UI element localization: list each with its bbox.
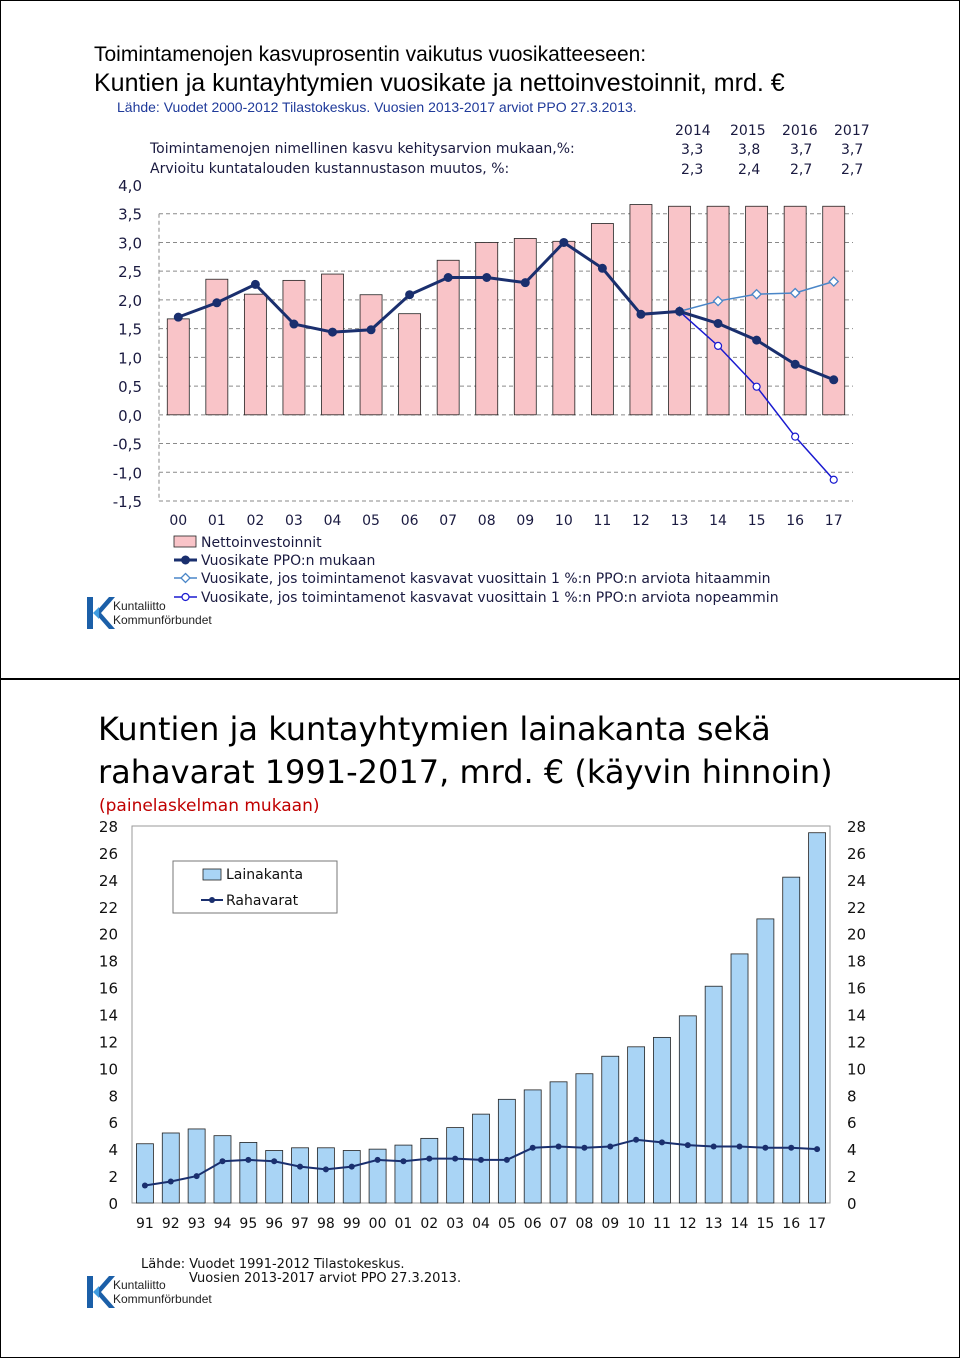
y-tick-label-right: 14 bbox=[847, 1006, 867, 1025]
x-tick-label: 96 bbox=[265, 1216, 284, 1232]
kuntaliitto-logo bbox=[85, 595, 235, 636]
x-tick-label: 15 bbox=[756, 1216, 775, 1232]
series-point-1 bbox=[213, 299, 221, 307]
bar-lainakanta bbox=[447, 1128, 464, 1203]
series-point-3 bbox=[830, 476, 837, 483]
y-tick-label-left: 10 bbox=[98, 1060, 118, 1079]
y-tick-label: 0,0 bbox=[118, 406, 142, 425]
rahavarat-point bbox=[633, 1137, 639, 1143]
rahavarat-point bbox=[659, 1139, 665, 1145]
y-tick-label-left: 16 bbox=[98, 979, 118, 998]
bar-lainakanta bbox=[602, 1056, 619, 1203]
x-tick-label: 12 bbox=[678, 1216, 697, 1232]
rahavarat-point bbox=[556, 1143, 562, 1149]
series-point-1 bbox=[598, 264, 606, 272]
x-tick-label: 01 bbox=[207, 513, 226, 529]
y-tick-label-right: 18 bbox=[847, 952, 867, 971]
header-year-2014: 2014 bbox=[675, 123, 711, 139]
y-tick-label-left: 24 bbox=[98, 871, 118, 890]
x-tick-label: 04 bbox=[323, 513, 342, 529]
x-tick-label: 91 bbox=[136, 1216, 154, 1232]
x-tick-label: 09 bbox=[601, 1216, 620, 1232]
y-tick-label: 4,0 bbox=[118, 177, 142, 195]
series-point-1 bbox=[329, 328, 337, 336]
y-tick-label-right: 16 bbox=[847, 979, 867, 998]
rahavarat-point bbox=[219, 1158, 225, 1164]
x-tick-label: 16 bbox=[786, 513, 805, 529]
x-tick-label: 92 bbox=[161, 1216, 180, 1232]
rahavarat-point bbox=[478, 1157, 484, 1163]
header-row1-2014: 3,3 bbox=[681, 142, 704, 158]
bar-nettoinvestoinnit bbox=[283, 280, 305, 414]
slide2-title-line1: Kuntien ja kuntayhtymien lainakanta sekä bbox=[98, 710, 771, 748]
series-point-1 bbox=[251, 280, 259, 288]
y-tick-label-right: 10 bbox=[847, 1060, 867, 1079]
x-tick-label: 07 bbox=[549, 1216, 568, 1232]
y-tick-label: 1,5 bbox=[118, 320, 142, 339]
y-tick-label-left: 14 bbox=[98, 1006, 118, 1025]
rahavarat-point bbox=[737, 1143, 743, 1149]
bar-lainakanta bbox=[705, 986, 722, 1203]
x-tick-label: 10 bbox=[554, 513, 573, 529]
kuntaliitto-logo-2 bbox=[85, 1274, 235, 1315]
x-tick-label: 99 bbox=[342, 1216, 361, 1232]
bar-nettoinvestoinnit bbox=[399, 314, 421, 415]
y-tick-label: 2,5 bbox=[118, 263, 142, 282]
series-point-1 bbox=[676, 307, 684, 315]
x-tick-label: 09 bbox=[516, 513, 535, 529]
bar-lainakanta bbox=[576, 1074, 593, 1203]
header-row2-2017: 2,7 bbox=[841, 162, 864, 178]
y-tick-label-left: 22 bbox=[98, 898, 118, 917]
legend-label-lainakanta: Lainakanta bbox=[226, 867, 304, 883]
x-tick-label: 13 bbox=[704, 1216, 723, 1232]
rahavarat-point bbox=[814, 1146, 820, 1152]
bar-nettoinvestoinnit bbox=[784, 206, 806, 415]
series-point-1 bbox=[290, 320, 298, 328]
slide-2 bbox=[0, 679, 960, 1358]
y-tick-label: -1,0 bbox=[112, 464, 142, 483]
header-row1-2015: 3,8 bbox=[738, 142, 761, 158]
y-tick-label-left: 6 bbox=[108, 1114, 118, 1133]
x-tick-label: 00 bbox=[169, 513, 188, 529]
legend-label: Vuosikate PPO:n mukaan bbox=[201, 553, 376, 569]
x-tick-label: 05 bbox=[497, 1216, 516, 1232]
x-tick-label: 02 bbox=[246, 513, 265, 529]
x-tick-label: 01 bbox=[394, 1216, 413, 1232]
rahavarat-point bbox=[349, 1164, 355, 1170]
series-point-1 bbox=[637, 310, 645, 318]
bar-nettoinvestoinnit bbox=[476, 242, 498, 414]
x-tick-label: 10 bbox=[627, 1216, 646, 1232]
x-tick-label: 03 bbox=[285, 513, 303, 529]
bar-lainakanta bbox=[188, 1129, 205, 1203]
chart-lainakanta-rahavarat bbox=[1, 680, 959, 1357]
header-row1-label: Toimintamenojen nimellinen kasvu kehitysarvion mukaan,%: bbox=[150, 141, 575, 157]
bar-lainakanta bbox=[550, 1082, 567, 1203]
logo2-text-line1: Kuntaliitto bbox=[113, 1278, 166, 1292]
y-tick-label-left: 12 bbox=[98, 1033, 118, 1052]
y-tick-label: 3,0 bbox=[118, 234, 142, 253]
x-tick-label: 14 bbox=[730, 1216, 749, 1232]
header-row2-2015: 2,4 bbox=[738, 162, 761, 178]
x-tick-label: 17 bbox=[808, 1216, 826, 1232]
slide2-source-line1: Lähde: Vuodet 1991-2012 Tilastokeskus. bbox=[141, 1257, 405, 1272]
y-tick-label: 0,5 bbox=[118, 378, 142, 397]
y-tick-label-right: 0 bbox=[847, 1195, 857, 1213]
rahavarat-point bbox=[375, 1157, 381, 1163]
x-tick-label: 04 bbox=[472, 1216, 490, 1232]
legend-label: Vuosikate, jos toimintamenot kasvavat vuosittain 1 %:n PPO:n arviota nopeammin bbox=[201, 590, 779, 606]
rahavarat-point bbox=[245, 1157, 251, 1163]
x-tick-label: 16 bbox=[782, 1216, 801, 1232]
series-point-1 bbox=[830, 376, 838, 384]
y-tick-label-right: 8 bbox=[847, 1087, 857, 1106]
legend-swatch-marker bbox=[181, 574, 190, 583]
series-point-1 bbox=[367, 326, 375, 334]
header-row2-label: Arvioitu kuntatalouden kustannustason muutos, %: bbox=[150, 161, 510, 177]
x-tick-label: 94 bbox=[213, 1216, 232, 1232]
y-tick-label-right: 6 bbox=[847, 1114, 857, 1133]
rahavarat-point bbox=[685, 1142, 691, 1148]
series-point-1 bbox=[791, 360, 799, 368]
legend-swatch-marker bbox=[209, 897, 215, 903]
logo2-text-line2: Kommunförbundet bbox=[113, 1292, 212, 1306]
bar-lainakanta bbox=[136, 1144, 153, 1203]
y-tick-label-left: 18 bbox=[98, 952, 118, 971]
x-tick-label: 08 bbox=[477, 513, 496, 529]
bar-lainakanta bbox=[162, 1133, 179, 1203]
bar-lainakanta bbox=[653, 1037, 670, 1203]
series-point-1 bbox=[714, 319, 722, 327]
y-tick-label-right: 22 bbox=[847, 898, 867, 917]
y-tick-label: 2,0 bbox=[118, 291, 142, 310]
x-tick-label: 98 bbox=[316, 1216, 335, 1232]
bar-lainakanta bbox=[240, 1142, 257, 1203]
rahavarat-point bbox=[426, 1156, 432, 1162]
slide2-source-line2: Vuosien 2013-2017 arviot PPO 27.3.2013. bbox=[189, 1271, 462, 1286]
header-year-2015: 2015 bbox=[730, 123, 766, 139]
legend-swatch-marker bbox=[182, 556, 190, 564]
bar-lainakanta bbox=[421, 1138, 438, 1203]
x-tick-label: 06 bbox=[400, 513, 419, 529]
rahavarat-point bbox=[194, 1173, 200, 1179]
x-tick-label: 11 bbox=[593, 513, 612, 529]
y-tick-label-left: 4 bbox=[108, 1141, 118, 1160]
x-tick-label: 07 bbox=[439, 513, 458, 529]
x-tick-label: 08 bbox=[575, 1216, 594, 1232]
y-tick-label: -0,5 bbox=[112, 435, 142, 454]
y-tick-label-right: 2 bbox=[847, 1168, 857, 1187]
slide1-title-line1: Toimintamenojen kasvuprosentin vaikutus vuosikatteeseen: bbox=[94, 43, 647, 66]
header-row1-2016: 3,7 bbox=[790, 142, 813, 158]
logo-text-line1: Kuntaliitto bbox=[113, 599, 166, 613]
y-tick-label-right: 20 bbox=[847, 925, 867, 944]
series-point-1 bbox=[444, 274, 452, 282]
rahavarat-point bbox=[711, 1143, 717, 1149]
legend-swatch-bar bbox=[203, 869, 221, 880]
rahavarat-point bbox=[271, 1158, 277, 1164]
legend-label: Nettoinvestoinnit bbox=[201, 535, 322, 551]
slide1-title-line2: Kuntien ja kuntayhtymien vuosikate ja nettoinvestoinnit, mrd. € bbox=[94, 69, 785, 97]
slide2-subtitle: (painelaskelman mukaan) bbox=[99, 796, 320, 816]
x-tick-label: 93 bbox=[187, 1216, 206, 1232]
x-tick-label: 17 bbox=[824, 513, 843, 529]
bar-nettoinvestoinnit bbox=[707, 206, 729, 415]
series-point-1 bbox=[174, 313, 182, 321]
legend-swatch-bar bbox=[174, 536, 196, 547]
bar-nettoinvestoinnit bbox=[553, 241, 575, 415]
header-row1-2017: 3,7 bbox=[841, 142, 864, 158]
x-tick-label: 97 bbox=[291, 1216, 309, 1232]
bar-nettoinvestoinnit bbox=[360, 295, 382, 415]
bar-lainakanta bbox=[343, 1150, 360, 1203]
bar-lainakanta bbox=[628, 1047, 645, 1203]
x-tick-label: 95 bbox=[239, 1216, 258, 1232]
bar-nettoinvestoinnit bbox=[437, 260, 459, 415]
header-row2-2016: 2,7 bbox=[790, 162, 813, 178]
x-tick-label: 00 bbox=[368, 1216, 387, 1232]
bar-lainakanta bbox=[214, 1136, 231, 1203]
chart-vuosikate-nettoinvestoinnit bbox=[1, 1, 959, 678]
rahavarat-point bbox=[607, 1143, 613, 1149]
series-line-1 bbox=[178, 242, 833, 379]
bar-lainakanta bbox=[757, 919, 774, 1203]
header-year-2017: 2017 bbox=[834, 123, 870, 139]
legend-label: Vuosikate, jos toimintamenot kasvavat vuosittain 1 %:n PPO:n arviota hitaammin bbox=[201, 571, 771, 587]
bar-nettoinvestoinnit bbox=[514, 238, 536, 414]
series-point-3 bbox=[715, 342, 722, 349]
y-tick-label: 1,0 bbox=[118, 349, 142, 368]
slide2-title-line2: rahavarat 1991-2017, mrd. € (käyvin hinnoin) bbox=[98, 753, 833, 791]
bar-lainakanta bbox=[498, 1099, 515, 1203]
rahavarat-point bbox=[297, 1164, 303, 1170]
bar-lainakanta bbox=[679, 1016, 696, 1203]
y-tick-label-right: 26 bbox=[847, 844, 867, 863]
series-point-1 bbox=[753, 336, 761, 344]
y-tick-label: -1,5 bbox=[112, 493, 142, 511]
series-point-1 bbox=[560, 238, 568, 246]
rahavarat-point bbox=[788, 1145, 794, 1151]
bar-nettoinvestoinnit bbox=[591, 223, 613, 414]
header-row2-2014: 2,3 bbox=[681, 162, 704, 178]
rahavarat-point bbox=[581, 1145, 587, 1151]
rahavarat-point bbox=[762, 1145, 768, 1151]
x-tick-label: 12 bbox=[632, 513, 650, 529]
y-tick-label-left: 26 bbox=[98, 844, 118, 863]
series-point-1 bbox=[406, 291, 414, 299]
y-tick-label-right: 28 bbox=[847, 818, 867, 836]
y-tick-label-left: 2 bbox=[108, 1168, 118, 1187]
x-tick-label: 14 bbox=[709, 513, 727, 529]
y-tick-label-left: 20 bbox=[98, 925, 118, 944]
series-point-3 bbox=[753, 383, 760, 390]
bar-nettoinvestoinnit bbox=[244, 294, 266, 415]
bar-lainakanta bbox=[783, 877, 800, 1203]
series-point-1 bbox=[483, 274, 491, 282]
y-tick-label-right: 4 bbox=[847, 1141, 857, 1160]
bar-nettoinvestoinnit bbox=[630, 205, 652, 415]
series-point-3 bbox=[792, 433, 799, 440]
bar-lainakanta bbox=[731, 954, 748, 1203]
rahavarat-point bbox=[168, 1178, 174, 1184]
header-year-2016: 2016 bbox=[782, 123, 818, 139]
x-tick-label: 03 bbox=[446, 1216, 465, 1232]
slide1-source: Lähde: Vuodet 2000-2012 Tilastokeskus. Vuosien 2013-2017 arviot PPO 27.3.2013. bbox=[117, 99, 637, 115]
bar-lainakanta bbox=[292, 1148, 309, 1203]
y-tick-label-right: 12 bbox=[847, 1033, 867, 1052]
rahavarat-point bbox=[530, 1145, 536, 1151]
y-tick-label: 3,5 bbox=[118, 205, 142, 224]
legend-label-rahavarat: Rahavarat bbox=[226, 893, 299, 909]
x-tick-label: 13 bbox=[670, 513, 689, 529]
rahavarat-point bbox=[504, 1157, 510, 1163]
bar-lainakanta bbox=[317, 1148, 334, 1203]
rahavarat-point bbox=[142, 1182, 148, 1188]
x-tick-label: 11 bbox=[653, 1216, 671, 1232]
rahavarat-point bbox=[452, 1156, 458, 1162]
rahavarat-point bbox=[323, 1166, 329, 1172]
series-point-1 bbox=[521, 279, 529, 287]
x-tick-label: 02 bbox=[420, 1216, 439, 1232]
x-tick-label: 05 bbox=[362, 513, 380, 529]
x-tick-label: 06 bbox=[523, 1216, 542, 1232]
y-tick-label-right: 24 bbox=[847, 871, 867, 890]
y-tick-label-left: 28 bbox=[98, 818, 118, 836]
bar-lainakanta bbox=[395, 1145, 412, 1203]
logo-text-line2: Kommunförbundet bbox=[113, 613, 212, 627]
y-tick-label-left: 0 bbox=[108, 1195, 118, 1213]
bar-nettoinvestoinnit bbox=[322, 274, 344, 415]
bar-nettoinvestoinnit bbox=[167, 319, 189, 415]
y-tick-label-left: 8 bbox=[108, 1087, 118, 1106]
x-tick-label: 15 bbox=[747, 513, 766, 529]
rahavarat-point bbox=[400, 1158, 406, 1164]
